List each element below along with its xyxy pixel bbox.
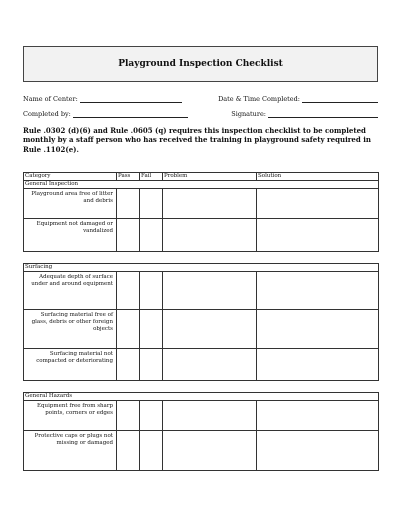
solution-cell[interactable] <box>257 272 379 310</box>
problem-cell[interactable] <box>163 401 257 431</box>
item-label: Equipment not damaged or vandalized <box>24 219 117 252</box>
solution-cell[interactable] <box>257 401 379 431</box>
section-title: General Inspection <box>24 181 379 189</box>
signature-label: Signature: <box>231 110 266 118</box>
header-pass: Pass <box>117 173 140 181</box>
fail-cell[interactable] <box>140 219 163 252</box>
item-label: Adequate depth of surface under and around equipment <box>24 272 117 310</box>
fail-cell[interactable] <box>140 349 163 381</box>
fail-cell[interactable] <box>140 189 163 219</box>
table-row <box>24 272 379 310</box>
header-solution: Solution <box>257 173 379 181</box>
pass-cell[interactable] <box>117 272 140 310</box>
table-row <box>24 431 379 471</box>
pass-cell[interactable] <box>117 401 140 431</box>
completed-by-label: Completed by: <box>23 110 71 118</box>
header-fail: Fail <box>140 173 163 181</box>
checklist-table-surfacing <box>23 263 379 381</box>
section-row <box>24 264 379 272</box>
rule-text: Rule .0302 (d)(6) and Rule .0605 (q) requires this inspection checklist to be completed monthly by a staff person who has received the training in playground safety required in Rule .1102(e). <box>23 126 371 154</box>
header-category: Category <box>24 173 117 181</box>
table-header-row <box>24 173 379 181</box>
completed-by-line[interactable] <box>73 110 188 118</box>
field-row-2 <box>23 110 378 118</box>
section-row <box>24 393 379 401</box>
solution-cell[interactable] <box>257 219 379 252</box>
problem-cell[interactable] <box>163 189 257 219</box>
fail-cell[interactable] <box>140 401 163 431</box>
date-time-label: Date & Time Completed: <box>218 95 300 103</box>
signature-line[interactable] <box>268 110 378 118</box>
item-label: Equipment free from sharp points, corners or edges <box>24 401 117 431</box>
problem-cell[interactable] <box>163 272 257 310</box>
name-of-center-label: Name of Center: <box>23 95 78 103</box>
problem-cell[interactable] <box>163 431 257 471</box>
pass-cell[interactable] <box>117 349 140 381</box>
item-label: Surfacing material not compacted or deteriorating <box>24 349 117 381</box>
signature-field[interactable] <box>231 110 378 118</box>
checklist-table-general-hazards <box>23 392 379 471</box>
fail-cell[interactable] <box>140 272 163 310</box>
item-label: Protective caps or plugs not missing or damaged <box>24 431 117 471</box>
name-of-center-line[interactable] <box>80 95 182 103</box>
problem-cell[interactable] <box>163 219 257 252</box>
pass-cell[interactable] <box>117 310 140 349</box>
date-time-line[interactable] <box>302 95 378 103</box>
problem-cell[interactable] <box>163 349 257 381</box>
solution-cell[interactable] <box>257 189 379 219</box>
item-label: Surfacing material free of glass, debris or other foreign objects <box>24 310 117 349</box>
title-box <box>23 46 378 82</box>
item-label: Playground area free of litter and debris <box>24 189 117 219</box>
table-row <box>24 189 379 219</box>
problem-cell[interactable] <box>163 310 257 349</box>
field-row-1 <box>23 95 378 103</box>
section-row <box>24 181 379 189</box>
fail-cell[interactable] <box>140 431 163 471</box>
date-time-field[interactable] <box>218 95 378 103</box>
page-title: Playground Inspection Checklist <box>118 59 283 69</box>
table-row <box>24 310 379 349</box>
name-of-center-field[interactable] <box>23 95 182 103</box>
section-title: General Hazards <box>24 393 379 401</box>
table-row <box>24 219 379 252</box>
completed-by-field[interactable] <box>23 110 188 118</box>
section-title: Surfacing <box>24 264 379 272</box>
pass-cell[interactable] <box>117 189 140 219</box>
pass-cell[interactable] <box>117 431 140 471</box>
table-row <box>24 401 379 431</box>
table-row <box>24 349 379 381</box>
header-problem: Problem <box>163 173 257 181</box>
fail-cell[interactable] <box>140 310 163 349</box>
solution-cell[interactable] <box>257 310 379 349</box>
solution-cell[interactable] <box>257 349 379 381</box>
pass-cell[interactable] <box>117 219 140 252</box>
solution-cell[interactable] <box>257 431 379 471</box>
checklist-table-general-inspection <box>23 172 379 252</box>
